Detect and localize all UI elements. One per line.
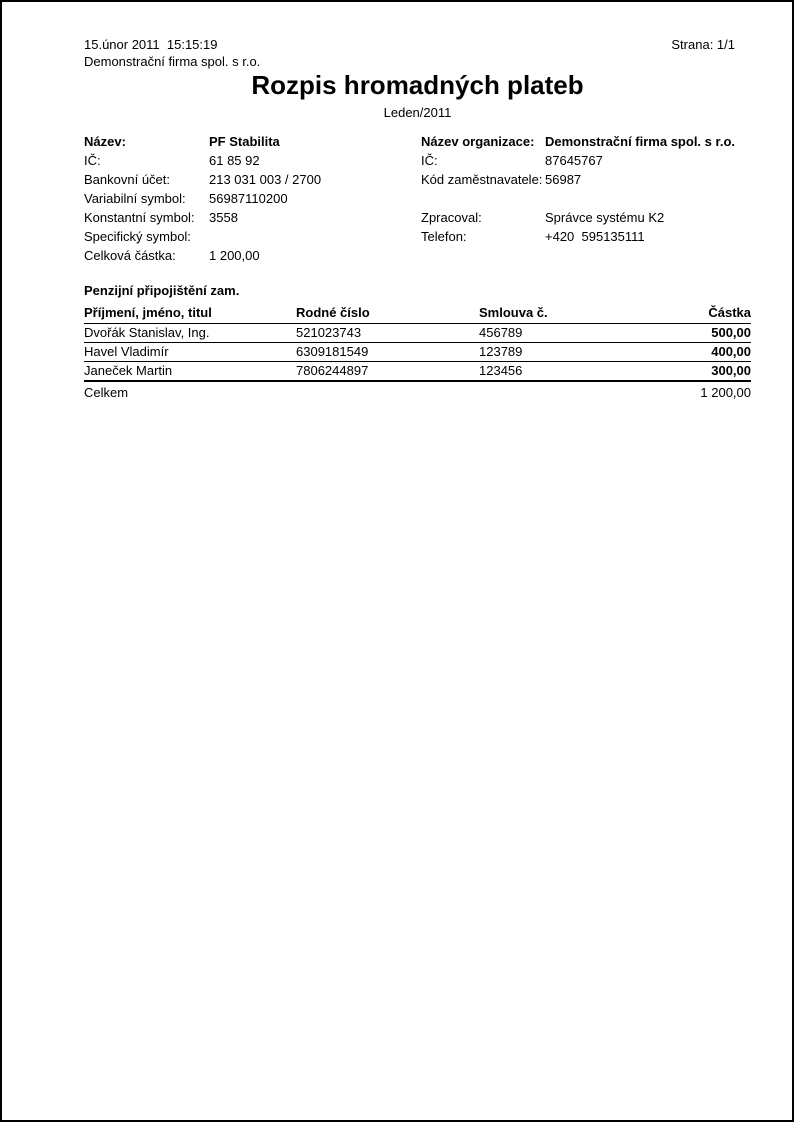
- report-title: Rozpis hromadných plateb: [251, 70, 584, 100]
- table-section-title: Penzijní připojištění zam.: [84, 283, 240, 298]
- total-amount-value: 1 200,00: [209, 248, 260, 263]
- phone-label: Telefon:: [421, 229, 467, 244]
- org-ic-value: 87645767: [545, 153, 603, 168]
- info-section: [84, 132, 751, 265]
- info-row-fund-ic: [84, 151, 421, 170]
- total-value: 1 200,00: [700, 385, 751, 400]
- variable-symbol-value: 56987110200: [209, 191, 288, 206]
- cell-amount: 300,00: [711, 363, 751, 378]
- info-row-specific-symbol: [84, 227, 421, 246]
- fund-name-label: Název:: [84, 134, 126, 149]
- company-name: Demonstrační firma spol. s r.o.: [84, 54, 261, 69]
- page-header-left: [84, 36, 260, 70]
- org-name-value: Demonstrační firma spol. s r.o.: [545, 134, 735, 149]
- cell-birth-number: 521023743: [296, 325, 362, 340]
- info-row-fund-name: [84, 132, 421, 151]
- cell-name: Dvořák Stanislav, Ing.: [84, 325, 210, 340]
- table-row: [84, 343, 751, 362]
- specific-symbol-label: Specifický symbol:: [84, 229, 191, 244]
- processed-by-label: Zpracoval:: [421, 210, 482, 225]
- info-row-total-amount: [84, 246, 421, 265]
- col-header-name: Příjmení, jméno, titul: [84, 305, 212, 320]
- variable-symbol-label: Variabilní symbol:: [84, 191, 186, 206]
- col-header-birth-number: Rodné číslo: [296, 305, 370, 320]
- info-column-fund: [84, 132, 421, 265]
- org-name-label: Název organizace:: [421, 134, 535, 149]
- spacer-row: [421, 189, 751, 208]
- cell-name: Janeček Martin: [84, 363, 173, 378]
- info-row-org-name: [421, 132, 751, 151]
- info-row-bank-account: [84, 170, 421, 189]
- constant-symbol-value: 3558: [209, 210, 238, 225]
- col-header-amount: Částka: [708, 305, 751, 320]
- fund-ic-value: 61 85 92: [209, 153, 260, 168]
- table-total-row: [84, 382, 751, 402]
- table-row: [84, 362, 751, 382]
- employer-code-label: Kód zaměstnavatele:: [421, 172, 543, 187]
- cell-birth-number: 7806244897: [296, 363, 369, 378]
- cell-contract: 456789: [479, 325, 523, 340]
- cell-contract: 123789: [479, 344, 523, 359]
- cell-amount: 400,00: [711, 344, 751, 359]
- cell-amount: 500,00: [711, 325, 751, 340]
- org-ic-label: IČ:: [421, 153, 438, 168]
- processed-by-value: Správce systému K2: [545, 210, 665, 225]
- phone-value: +420 595135111: [545, 229, 645, 244]
- page-number: Strana: 1/1: [671, 37, 735, 52]
- print-datetime: 15.únor 2011 15:15:19: [84, 37, 218, 52]
- col-header-contract: Smlouva č.: [479, 305, 548, 320]
- info-row-org-ic: [421, 151, 751, 170]
- info-row-phone: [421, 227, 751, 246]
- employer-code-value: 56987: [545, 172, 582, 187]
- constant-symbol-label: Konstantní symbol:: [84, 210, 195, 225]
- fund-ic-label: IČ:: [84, 153, 101, 168]
- info-column-organization: [421, 132, 751, 265]
- info-row-constant-symbol: [84, 208, 421, 227]
- page-header: [84, 36, 751, 70]
- payments-table: [84, 304, 751, 402]
- bank-account-label: Bankovní účet:: [84, 172, 170, 187]
- total-label: Celkem: [84, 385, 129, 400]
- report-period: Leden/2011: [383, 105, 452, 120]
- cell-birth-number: 6309181549: [296, 344, 369, 359]
- info-row-processed-by: [421, 208, 751, 227]
- table-row: [84, 324, 751, 343]
- table-header-row: [84, 304, 751, 324]
- total-amount-label: Celková částka:: [84, 248, 176, 263]
- info-row-variable-symbol: [84, 189, 421, 208]
- cell-name: Havel Vladimír: [84, 344, 169, 359]
- info-row-employer-code: [421, 170, 751, 189]
- cell-contract: 123456: [479, 363, 523, 378]
- fund-name-value: PF Stabilita: [209, 134, 280, 149]
- bank-account-value: 213 031 003 / 2700: [209, 172, 322, 187]
